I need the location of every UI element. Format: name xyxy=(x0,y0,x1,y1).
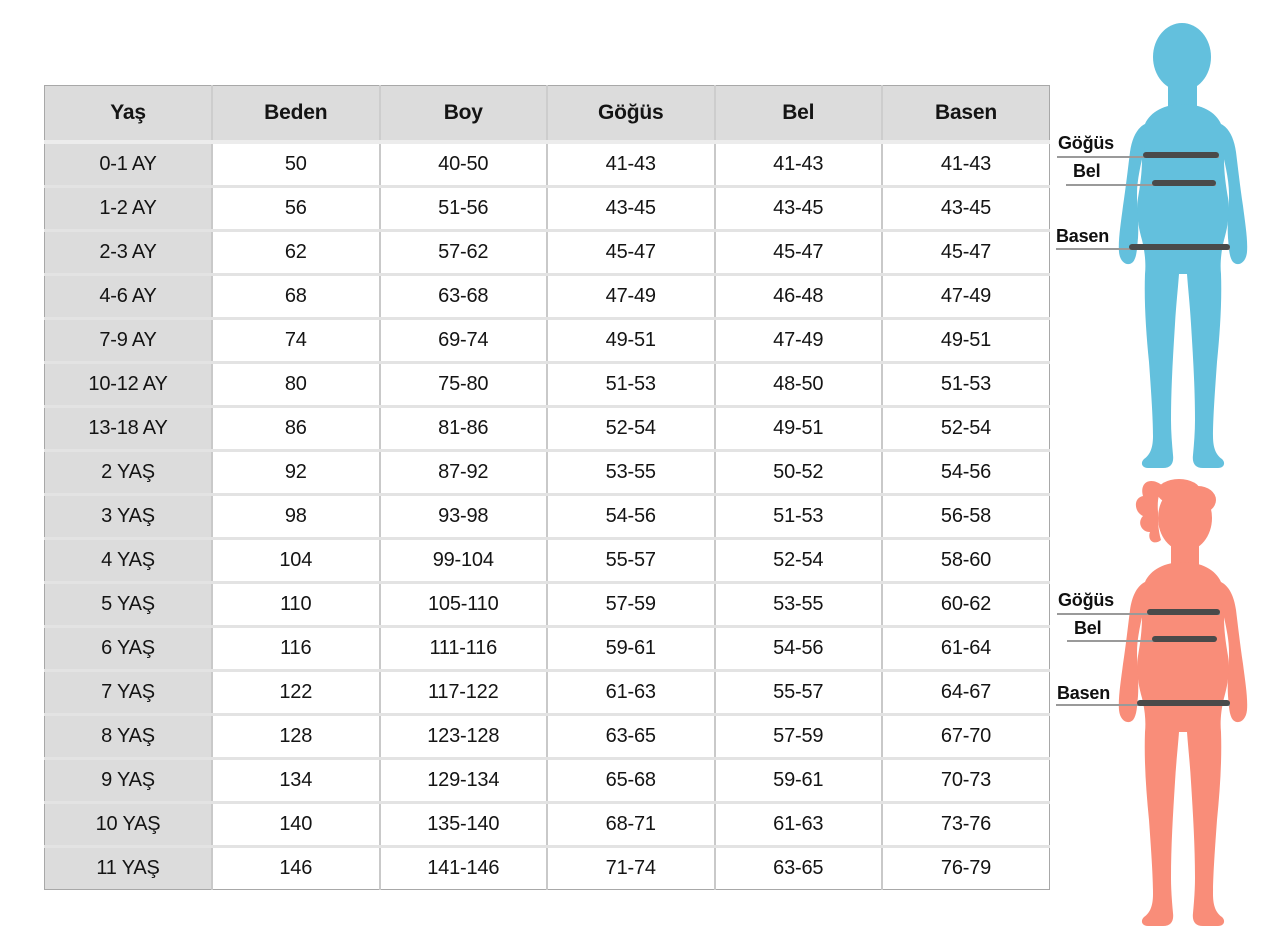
table-cell: 81-86 xyxy=(380,407,548,451)
table-cell: 45-47 xyxy=(715,231,883,275)
table-cell: 56-58 xyxy=(882,495,1050,539)
row-label-cell: 10-12 AY xyxy=(45,363,213,407)
table-cell: 69-74 xyxy=(380,319,548,363)
table-cell: 61-64 xyxy=(882,627,1050,671)
table-row xyxy=(45,715,1050,759)
table-row xyxy=(45,187,1050,231)
table-cell: 86 xyxy=(212,407,380,451)
row-label-cell: 13-18 AY xyxy=(45,407,213,451)
table-cell: 53-55 xyxy=(715,583,883,627)
table-cell: 57-59 xyxy=(715,715,883,759)
table-row xyxy=(45,671,1050,715)
table-cell: 68 xyxy=(212,275,380,319)
table-cell: 57-59 xyxy=(547,583,715,627)
table-cell: 61-63 xyxy=(547,671,715,715)
table-cell: 50-52 xyxy=(715,451,883,495)
table-cell: 71-74 xyxy=(547,847,715,890)
girl-chest-measure-bar xyxy=(1147,609,1220,615)
table-cell: 52-54 xyxy=(547,407,715,451)
table-cell: 41-43 xyxy=(547,142,715,187)
table-row xyxy=(45,847,1050,890)
table-cell: 47-49 xyxy=(715,319,883,363)
table-cell: 135-140 xyxy=(380,803,548,847)
table-cell: 49-51 xyxy=(882,319,1050,363)
table-cell: 105-110 xyxy=(380,583,548,627)
table-cell: 63-65 xyxy=(715,847,883,890)
table-row xyxy=(45,539,1050,583)
row-label-cell: 2-3 AY xyxy=(45,231,213,275)
row-label-cell: 8 YAŞ xyxy=(45,715,213,759)
boy-chest-measure-bar xyxy=(1143,152,1219,158)
table-cell: 54-56 xyxy=(715,627,883,671)
row-label-cell: 3 YAŞ xyxy=(45,495,213,539)
size-table xyxy=(44,85,1050,890)
table-cell: 50 xyxy=(212,142,380,187)
table-cell: 92 xyxy=(212,451,380,495)
boy-left-leg xyxy=(1142,274,1179,468)
table-cell: 53-55 xyxy=(547,451,715,495)
table-cell: 47-49 xyxy=(882,275,1050,319)
table-cell: 110 xyxy=(212,583,380,627)
row-label-cell: 2 YAŞ xyxy=(45,451,213,495)
table-cell: 41-43 xyxy=(715,142,883,187)
row-label-cell: 11 YAŞ xyxy=(45,847,213,890)
table-cell: 51-53 xyxy=(547,363,715,407)
table-cell: 62 xyxy=(212,231,380,275)
table-cell: 98 xyxy=(212,495,380,539)
table-row xyxy=(45,583,1050,627)
girl-torso xyxy=(1137,562,1229,732)
row-label-cell: 10 YAŞ xyxy=(45,803,213,847)
table-row xyxy=(45,407,1050,451)
table-cell: 43-45 xyxy=(547,187,715,231)
table-cell: 128 xyxy=(212,715,380,759)
table-row xyxy=(45,363,1050,407)
table-cell: 58-60 xyxy=(882,539,1050,583)
table-cell: 134 xyxy=(212,759,380,803)
girl-hip-label: Basen xyxy=(1057,683,1111,703)
table-cell: 59-61 xyxy=(547,627,715,671)
table-cell: 67-70 xyxy=(882,715,1050,759)
boy-hip-measure-bar xyxy=(1129,244,1230,250)
row-label-cell: 0-1 AY xyxy=(45,142,213,187)
girl-right-leg xyxy=(1187,732,1224,926)
column-header: Göğüs xyxy=(547,86,715,143)
table-cell: 48-50 xyxy=(715,363,883,407)
table-cell: 74 xyxy=(212,319,380,363)
table-cell: 43-45 xyxy=(882,187,1050,231)
girl-left-leg xyxy=(1142,732,1179,926)
table-cell: 52-54 xyxy=(882,407,1050,451)
table-cell: 51-56 xyxy=(380,187,548,231)
table-row xyxy=(45,803,1050,847)
row-label-cell: 5 YAŞ xyxy=(45,583,213,627)
table-row xyxy=(45,142,1050,187)
girl-waist-label: Bel xyxy=(1074,618,1102,638)
table-cell: 45-47 xyxy=(882,231,1050,275)
boy-waist-label: Bel xyxy=(1073,161,1101,181)
table-cell: 87-92 xyxy=(380,451,548,495)
girl-hip-measure-bar xyxy=(1137,700,1230,706)
table-cell: 63-68 xyxy=(380,275,548,319)
table-row xyxy=(45,759,1050,803)
table-row xyxy=(45,451,1050,495)
table-cell: 129-134 xyxy=(380,759,548,803)
row-label-cell: 6 YAŞ xyxy=(45,627,213,671)
table-row xyxy=(45,495,1050,539)
table-cell: 41-43 xyxy=(882,142,1050,187)
table-cell: 93-98 xyxy=(380,495,548,539)
table-cell: 47-49 xyxy=(547,275,715,319)
table-cell: 141-146 xyxy=(380,847,548,890)
table-cell: 76-79 xyxy=(882,847,1050,890)
table-cell: 68-71 xyxy=(547,803,715,847)
table-cell: 122 xyxy=(212,671,380,715)
table-cell: 73-76 xyxy=(882,803,1050,847)
header-row xyxy=(45,86,1050,143)
table-cell: 54-56 xyxy=(547,495,715,539)
table-cell: 40-50 xyxy=(380,142,548,187)
boy-hip-label: Basen xyxy=(1056,226,1110,246)
table-cell: 51-53 xyxy=(715,495,883,539)
table-cell: 55-57 xyxy=(715,671,883,715)
girl-waist-measure-bar xyxy=(1152,636,1217,642)
column-header: Boy xyxy=(380,86,548,143)
boy-waist-measure-bar xyxy=(1152,180,1216,186)
row-label-cell: 4 YAŞ xyxy=(45,539,213,583)
table-cell: 117-122 xyxy=(380,671,548,715)
table-cell: 140 xyxy=(212,803,380,847)
table-cell: 57-62 xyxy=(380,231,548,275)
table-cell: 146 xyxy=(212,847,380,890)
table-row xyxy=(45,319,1050,363)
row-label-cell: 7 YAŞ xyxy=(45,671,213,715)
table-row xyxy=(45,627,1050,671)
table-cell: 111-116 xyxy=(380,627,548,671)
table-cell: 55-57 xyxy=(547,539,715,583)
table-row xyxy=(45,275,1050,319)
row-label-cell: 7-9 AY xyxy=(45,319,213,363)
boy-right-leg xyxy=(1187,274,1224,468)
column-header: Beden xyxy=(212,86,380,143)
table-cell: 59-61 xyxy=(715,759,883,803)
table-cell: 61-63 xyxy=(715,803,883,847)
table-cell: 52-54 xyxy=(715,539,883,583)
table-cell: 99-104 xyxy=(380,539,548,583)
table-cell: 64-67 xyxy=(882,671,1050,715)
column-header: Bel xyxy=(715,86,883,143)
girl-chest-label: Göğüs xyxy=(1058,590,1114,610)
row-label-cell: 4-6 AY xyxy=(45,275,213,319)
table-cell: 49-51 xyxy=(715,407,883,451)
table-cell: 43-45 xyxy=(715,187,883,231)
column-header: Yaş xyxy=(45,86,213,143)
table-cell: 80 xyxy=(212,363,380,407)
table-cell: 104 xyxy=(212,539,380,583)
table-cell: 75-80 xyxy=(380,363,548,407)
table-cell: 116 xyxy=(212,627,380,671)
table-cell: 60-62 xyxy=(882,583,1050,627)
row-label-cell: 9 YAŞ xyxy=(45,759,213,803)
table-cell: 56 xyxy=(212,187,380,231)
table-cell: 70-73 xyxy=(882,759,1050,803)
table-cell: 54-56 xyxy=(882,451,1050,495)
size-table-container xyxy=(44,85,1050,890)
column-header: Basen xyxy=(882,86,1050,143)
table-row xyxy=(45,231,1050,275)
table-cell: 49-51 xyxy=(547,319,715,363)
table-cell: 45-47 xyxy=(547,231,715,275)
girl-neck xyxy=(1171,532,1199,566)
table-cell: 51-53 xyxy=(882,363,1050,407)
table-cell: 123-128 xyxy=(380,715,548,759)
boy-chest-label: Göğüs xyxy=(1058,133,1114,153)
table-cell: 46-48 xyxy=(715,275,883,319)
table-cell: 65-68 xyxy=(547,759,715,803)
row-label-cell: 1-2 AY xyxy=(45,187,213,231)
table-cell: 63-65 xyxy=(547,715,715,759)
